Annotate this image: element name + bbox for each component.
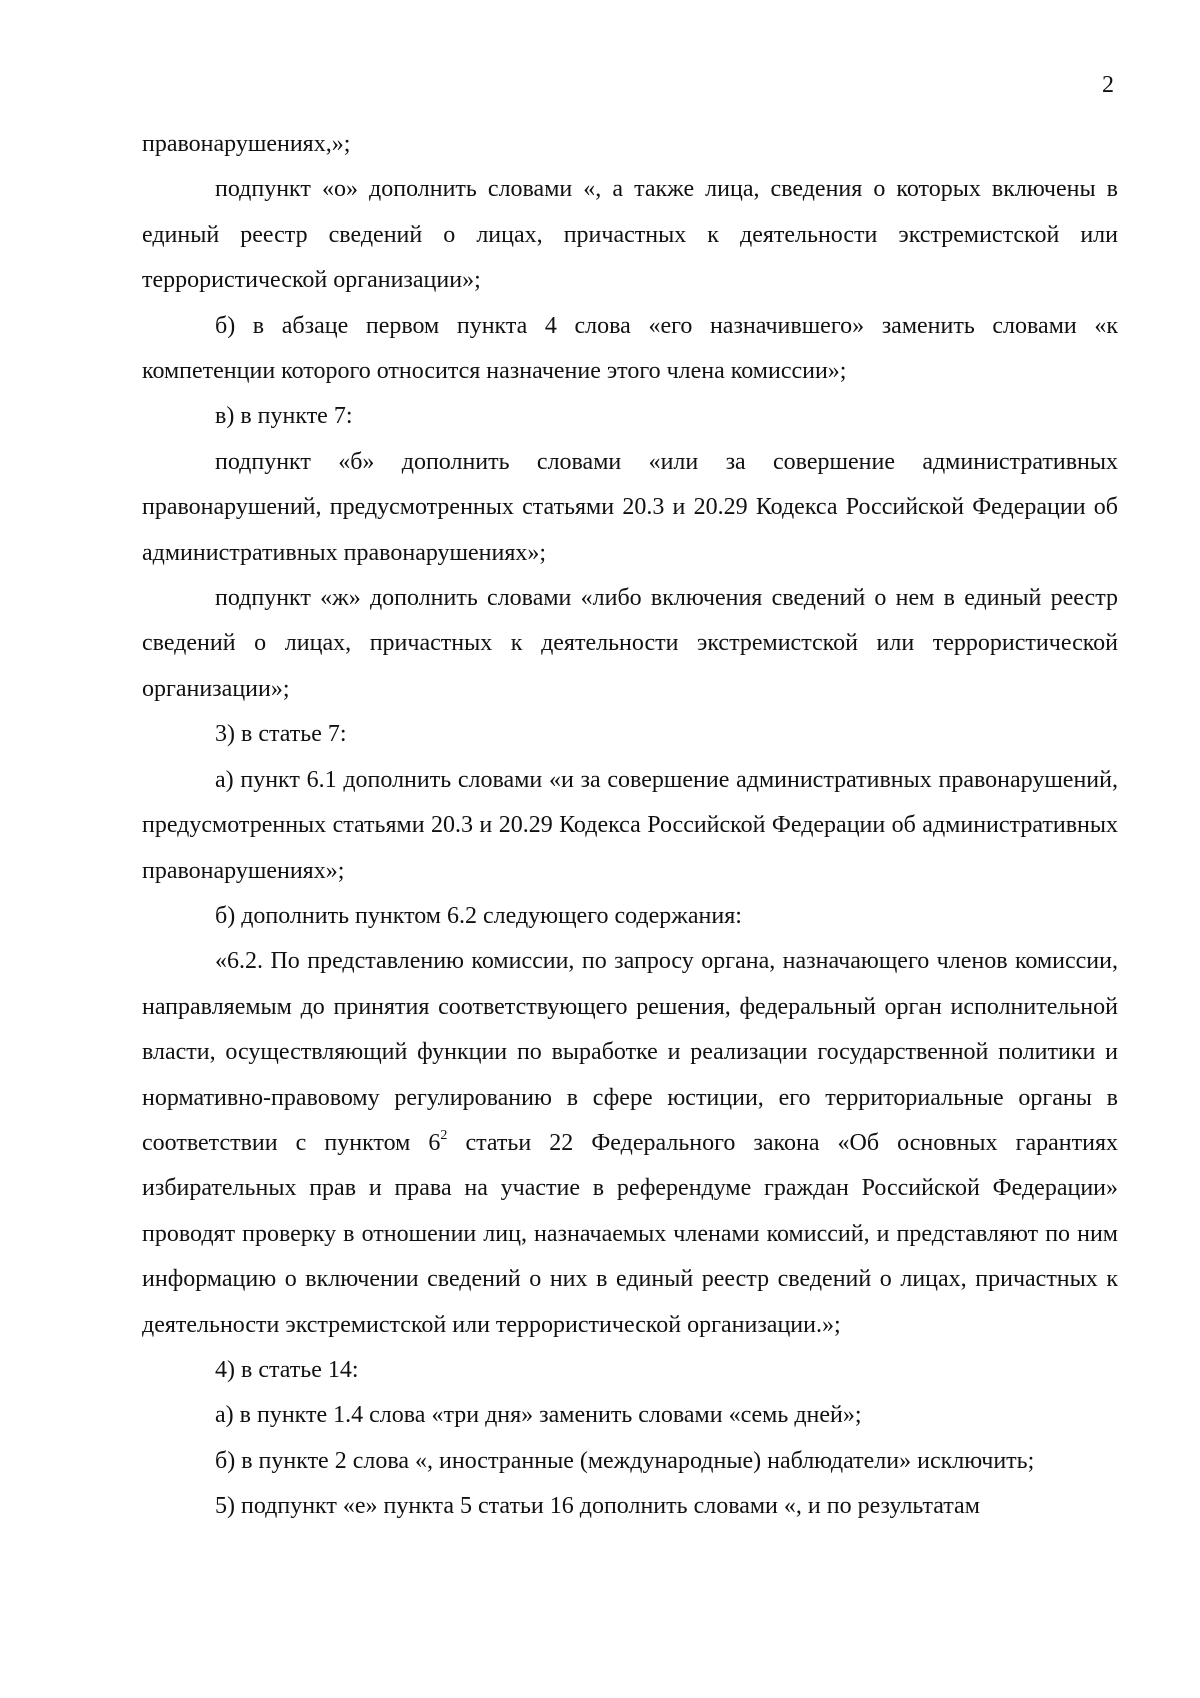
point-6-2-text-before: «6.2. По представлению комиссии, по запросу органа, назначающего членов комиссии, направляемым до принятия соответствующего решения, федеральный орган исполнительной власти, осуществляющий функции по выработке и реализации государственной политики и нормативно-правовому регулированию в сфере юстиции, его территориальные органы в соответствии с пунктом 6 <box>142 948 1118 1156</box>
paragraph-item-a-point-1-4: а) в пункте 1.4 слова «три дня» заменить словами «семь дней»; <box>215 1402 862 1429</box>
paragraph-continuation: правонарушениях,»; <box>142 131 351 157</box>
paragraph-item-b-point-4: б) в абзаце первом пункта 4 слова «его назначившего» заменить словами «к компетенции которого относится назначение этого члена комиссии»; <box>142 312 1118 385</box>
paragraph-subpoint-b: подпункт «б» дополнить словами «или за совершение административных правонарушений, предусмотренных статьями 20.3 и 20.29 Кодекса Российской Федерации об административных правонарушениях»; <box>142 448 1118 566</box>
paragraph-subpoint-o: подпункт «о» дополнить словами «, а также лица, сведения о которых включены в единый реестр сведений о лицах, причастных к деятельности экстремистской или террористической организации»; <box>142 176 1118 294</box>
paragraph-item-5-subpoint-e: 5) подпункт «е» пункта 5 статьи 16 дополнить словами «, и по результатам <box>215 1493 980 1520</box>
paragraph-item-b-point-6-2: б) дополнить пунктом 6.2 следующего содержания: <box>215 902 742 929</box>
paragraph-subpoint-zh: подпункт «ж» дополнить словами «либо включения сведений о нем в единый реестр сведений о лицах, причастных к деятельности экстремистской или террористической организации»; <box>142 585 1118 702</box>
superscript-2: 2 <box>440 1127 448 1143</box>
document-body <box>142 122 1118 1530</box>
paragraph-item-a-point-6-1: а) пункт 6.1 дополнить словами «и за совершение административных правонарушений, предусмотренных статьями 20.3 и 20.29 Кодекса Российской Федерации об административных правонарушениях»; <box>142 766 1118 884</box>
point-6-2-text-after: статьи 22 Федерального закона «Об основных гарантиях избирательных прав и права на участие в референдуме граждан Российской Федерации» проводят проверку в отношении лиц, назначаемых членами комиссий, и представляют по ним информацию о включении сведений о них в единый реестр сведений о лицах, причастных к деятельности экстремистской или террористической организации.»; <box>142 1129 1118 1338</box>
paragraph-item-v-point-7: в) в пункте 7: <box>215 403 353 430</box>
page-number: 2 <box>1102 72 1114 98</box>
paragraph-item-b-point-2: б) в пункте 2 слова «, иностранные (международные) наблюдатели» исключить; <box>215 1447 1035 1474</box>
paragraph-article-7: 3) в статье 7: <box>215 721 347 748</box>
paragraph-point-6-2-text <box>142 939 1118 1348</box>
paragraph-article-14: 4) в статье 14: <box>215 1356 359 1383</box>
